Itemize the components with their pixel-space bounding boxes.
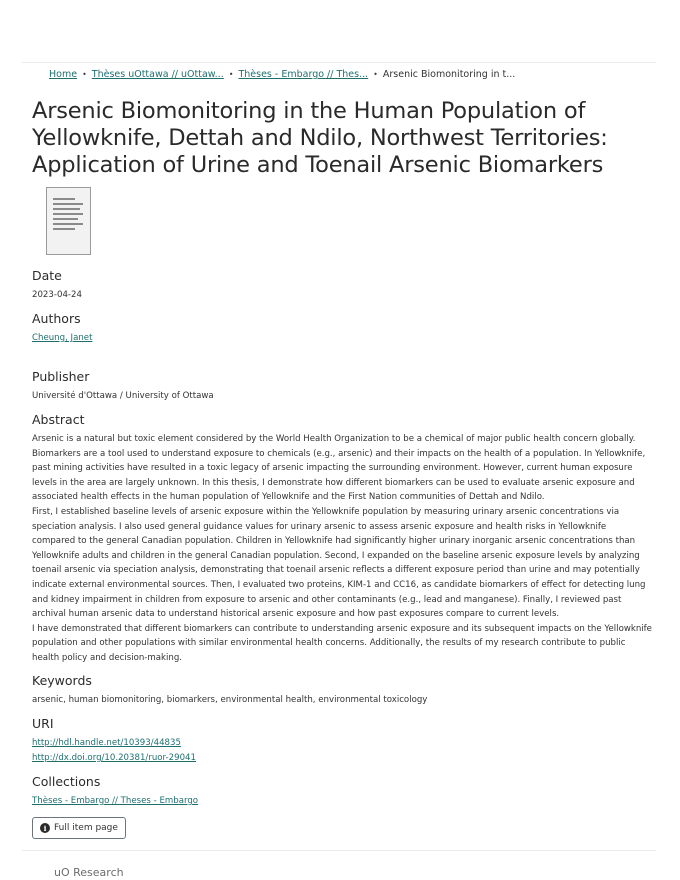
breadcrumb-home-link[interactable]: Home — [49, 69, 78, 80]
breadcrumb-separator: • — [82, 70, 87, 79]
footer-brand[interactable]: uO Research — [54, 866, 124, 879]
abstract-paragraph: Arsenic is a natural but toxic element considered by the World Health Organization to be a chemical of major public health concern globally. Biomarkers are a tool used to understand exposure to chemicals (e.g., arsenic) and their impacts on the health of a population. In Yellowknife, past mining activities have resulted in a toxic legacy of arsenic impacting the surrounding environment. However, current human exposure levels in the area are largely unknown. In this thesis, I demonstrate how different biomarkers can be used to evaluate arsenic exposure and associated health effects in the human population of Yellowknife and the First Nation communities of Dettah and Ndilo. — [32, 434, 646, 503]
full-item-page-button[interactable] — [32, 817, 126, 839]
abstract-label: Abstract — [32, 412, 85, 427]
abstract-paragraph: I have demonstrated that different biomarkers can contribute to understanding arsenic exposure and its subsequent impacts on the Yellowknife population and other populations with similar environmental health concerns. Additionally, the results of my research contribute to public health policy and decision-making. — [32, 623, 652, 663]
authors-label: Authors — [32, 311, 81, 326]
abstract-text — [32, 432, 652, 666]
breadcrumb-theses-link[interactable]: Thèses uOttawa // uOttaw... — [91, 69, 224, 80]
info-circle-icon: i — [40, 823, 50, 833]
uri-doi-link[interactable]: http://dx.doi.org/10.20381/ruor-29041 — [32, 753, 196, 763]
date-label: Date — [32, 268, 62, 283]
publisher-label: Publisher — [32, 369, 90, 384]
uri-label: URI — [32, 716, 54, 731]
collections-label: Collections — [32, 774, 101, 789]
breadcrumb-separator: • — [228, 70, 234, 79]
collection-link[interactable]: Thèses - Embargo // Theses - Embargo — [32, 796, 199, 806]
abstract-paragraph: First, I established baseline levels of arsenic exposure within the Yellowknife population by measuring urinary arsenic concentrations via speciation analysis. I also used general guidance values for urinary arsenic to assess arsenic exposure and health risks in Yellowknife compared to the general Canadian population. Children in Yellowknife had significantly higher urinary inorganic arsenic concentrations than Yellowknife adults and children in the general Canadian population. Second, I expanded on the baseline arsenic exposure levels by analyzing toenail arsenic via speciation analysis, demonstrating that toenail arsenic reflects a different exposure period than urine and may potentially indicate external environmental sources. Then, I evaluated two proteins, KIM-1 and CC16, as candidate biomarkers of effect for detecting lung and kidney impairment in children from exposure to arsenic and other contaminants (e.g., lead and manganese). Finally, I reviewed past archival human arsenic data to understand historical arsenic exposure and how past exposures compare to current levels. — [32, 506, 646, 620]
author-link[interactable]: Cheung, Janet — [32, 333, 93, 343]
page-title: Arsenic Biomonitoring in the Human Population of Yellowknife, Dettah and Ndilo, Northwest Territories: Application of Urine and Toenail Arsenic Biomarkers — [32, 98, 608, 178]
breadcrumb-embargo-link[interactable]: Thèses - Embargo // Thes... — [238, 69, 369, 80]
top-header-bar — [22, 0, 656, 63]
uri-handle-link[interactable]: http://hdl.handle.net/10393/44835 — [32, 738, 181, 748]
publisher-value: Université d'Ottawa / University of Ottawa — [32, 391, 214, 401]
breadcrumb-separator: • — [373, 70, 378, 79]
date-value: 2023-04-24 — [32, 290, 82, 300]
keywords-label: Keywords — [32, 673, 92, 688]
full-item-page-label: Full item page — [54, 823, 118, 833]
footer-divider — [22, 850, 656, 851]
document-thumbnail-icon[interactable] — [46, 187, 91, 255]
breadcrumb-current: Arsenic Biomonitoring in t... — [382, 69, 516, 80]
breadcrumb — [49, 69, 650, 80]
keywords-value: arsenic, human biomonitoring, biomarkers, environmental health, environmental toxicology — [32, 695, 428, 705]
